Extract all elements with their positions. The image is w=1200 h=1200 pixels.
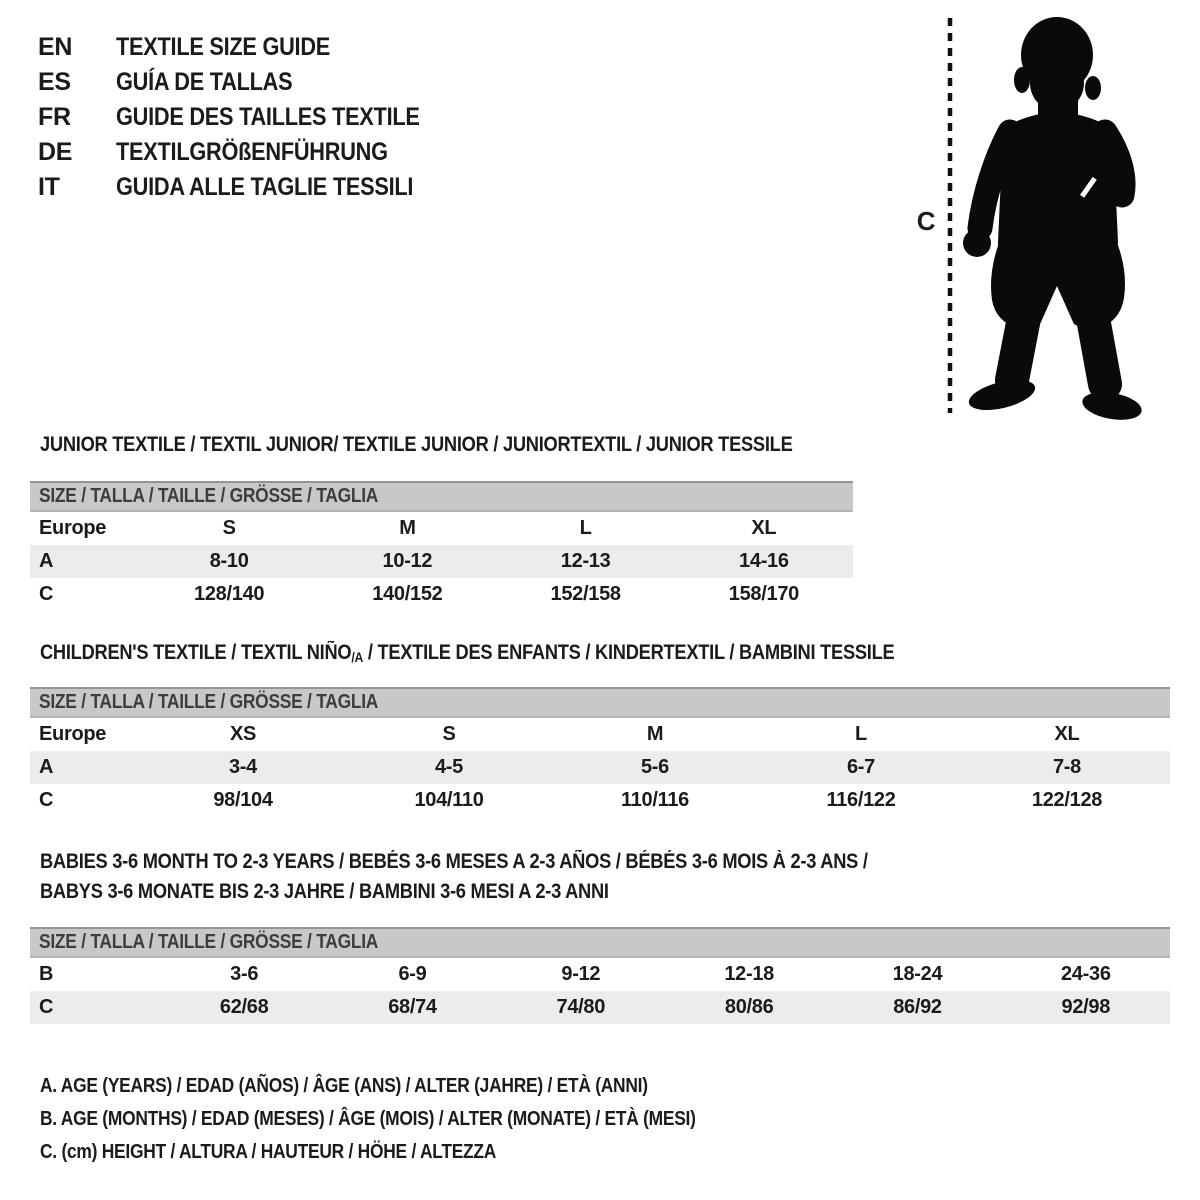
size-cell: 3-6 (230, 963, 259, 985)
legend-line-b: B. AGE (MONTHS) / EDAD (MESES) / ÂGE (MOIS) / ALTER (MONATE) / ETÀ (MESI) (40, 1108, 696, 1130)
size-header-bar (30, 687, 1170, 718)
language-row (38, 65, 465, 100)
size-cell: 116/122 (826, 789, 896, 811)
size-cell: 5-6 (640, 756, 669, 778)
row-label: B (39, 963, 54, 985)
size-cell: 128/140 (194, 583, 265, 605)
children-size-table (30, 687, 1170, 817)
language-row (38, 135, 465, 170)
size-row-europe (30, 718, 1170, 751)
legend-line-a: A. AGE (YEARS) / EDAD (AÑOS) / ÂGE (ANS) / ALTER (JAHRE) / ETÀ (ANNI) (40, 1075, 648, 1097)
size-cell: 24-36 (1060, 963, 1111, 985)
guide-title: GUIDE DES TAILLES TEXTILE (116, 103, 420, 131)
size-header-bar (30, 927, 1170, 958)
size-cell: 86/92 (893, 996, 942, 1018)
size-cell: L (579, 517, 592, 539)
legend (40, 1070, 794, 1169)
size-row-height (30, 784, 1170, 817)
language-row (38, 30, 465, 65)
size-header-text: SIZE / TALLA / TAILLE / GRÖSSE / TAGLIA (39, 931, 379, 953)
size-cell: 104/110 (414, 789, 484, 811)
children-section-title-text: CHILDREN'S TEXTILE / TEXTIL NIÑO/A / TEXTILE DES ENFANTS / KINDERTEXTIL / BAMBINI TESSILE (40, 641, 895, 665)
size-cell: M (646, 723, 664, 745)
size-cell: XS (229, 723, 257, 745)
size-cell: 158/170 (728, 583, 799, 605)
size-cell: XL (1054, 723, 1080, 745)
babies-title-line1: BABIES 3-6 MONTH TO 2-3 YEARS / BEBÉS 3-6 MESES A 2-3 AÑOS / BÉBÉS 3-6 MOIS À 2-3 ANS / (40, 850, 868, 873)
language-code: ES (38, 68, 71, 96)
guide-title: GUIDA ALLE TAGLIE TESSILI (116, 173, 414, 201)
row-label: Europe (39, 517, 107, 539)
size-cell: 140/152 (372, 583, 443, 605)
size-cell: 18-24 (892, 963, 943, 985)
title-subscript: /A (351, 649, 364, 665)
size-cell: L (855, 723, 867, 745)
guide-title: TEXTILE SIZE GUIDE (116, 33, 331, 61)
size-cell: 122/128 (1031, 789, 1103, 811)
size-cell: 14-16 (739, 550, 789, 572)
row-label: Europe (39, 723, 107, 745)
size-cell: 4-5 (434, 756, 463, 778)
height-label-c: C (916, 206, 936, 236)
size-row-age (30, 545, 853, 578)
size-row-height (30, 991, 1170, 1024)
size-cell: 80/86 (724, 996, 774, 1018)
language-row (38, 170, 465, 205)
size-cell: S (442, 723, 456, 745)
babies-size-table (30, 927, 1170, 1024)
size-cell: 92/98 (1061, 996, 1111, 1018)
guide-title: TEXTILGRÖßENFÜHRUNG (116, 138, 388, 166)
size-cell: 98/104 (213, 789, 273, 811)
language-code: FR (38, 103, 71, 131)
row-label: A (39, 756, 54, 778)
size-cell: 8-10 (209, 550, 249, 572)
babies-title-line2: BABYS 3-6 MONATE BIS 2-3 JAHRE / BAMBINI 3-6 MESI A 2-3 ANNI (40, 880, 609, 903)
junior-section-title-text: JUNIOR TEXTILE / TEXTIL JUNIOR/ TEXTILE JUNIOR / JUNIORTEXTIL / JUNIOR TESSILE (40, 433, 793, 456)
size-cell: 110/116 (621, 789, 689, 811)
language-title-list (38, 30, 465, 205)
row-label: C (39, 583, 54, 605)
size-row-age (30, 751, 1170, 784)
row-label: C (39, 996, 54, 1018)
size-cell: 152/158 (550, 583, 621, 605)
language-code: IT (38, 173, 60, 201)
row-label: C (39, 789, 54, 811)
size-header-bar (30, 481, 853, 512)
size-cell: 3-4 (228, 756, 257, 778)
babies-section-title (40, 847, 991, 907)
size-cell: 62/68 (219, 996, 269, 1018)
legend-line-c: C. (cm) HEIGHT / ALTURA / HAUTEUR / HÖHE / ALTEZZA (40, 1141, 497, 1163)
size-cell: 6-7 (846, 756, 875, 778)
size-cell: 10-12 (382, 550, 433, 572)
guide-title: GUÍA DE TALLAS (116, 68, 293, 96)
size-cell: 12-18 (724, 963, 774, 985)
size-cell: XL (751, 517, 777, 539)
size-cell: 9-12 (561, 963, 601, 985)
language-code: DE (38, 138, 73, 166)
size-header-text: SIZE / TALLA / TAILLE / GRÖSSE / TAGLIA (39, 691, 379, 713)
language-row (38, 100, 465, 135)
junior-section-title (40, 433, 905, 457)
row-label: A (39, 550, 54, 572)
height-measure-figure (915, 8, 1165, 423)
size-row-age-months (30, 958, 1170, 991)
size-cell: 6-9 (398, 963, 427, 985)
toddler-silhouette-icon (963, 17, 1144, 423)
size-row-height (30, 578, 853, 611)
size-cell: 74/80 (556, 996, 606, 1018)
size-row-europe (30, 512, 853, 545)
language-code: EN (38, 33, 73, 61)
size-cell: 12-13 (560, 550, 611, 572)
junior-size-table (30, 481, 853, 611)
size-cell: 7-8 (1052, 756, 1081, 778)
size-cell: S (222, 517, 236, 539)
children-section-title (40, 641, 1022, 669)
size-cell: M (399, 517, 416, 539)
size-header-text: SIZE / TALLA / TAILLE / GRÖSSE / TAGLIA (39, 485, 379, 507)
size-cell: 68/74 (388, 996, 437, 1018)
